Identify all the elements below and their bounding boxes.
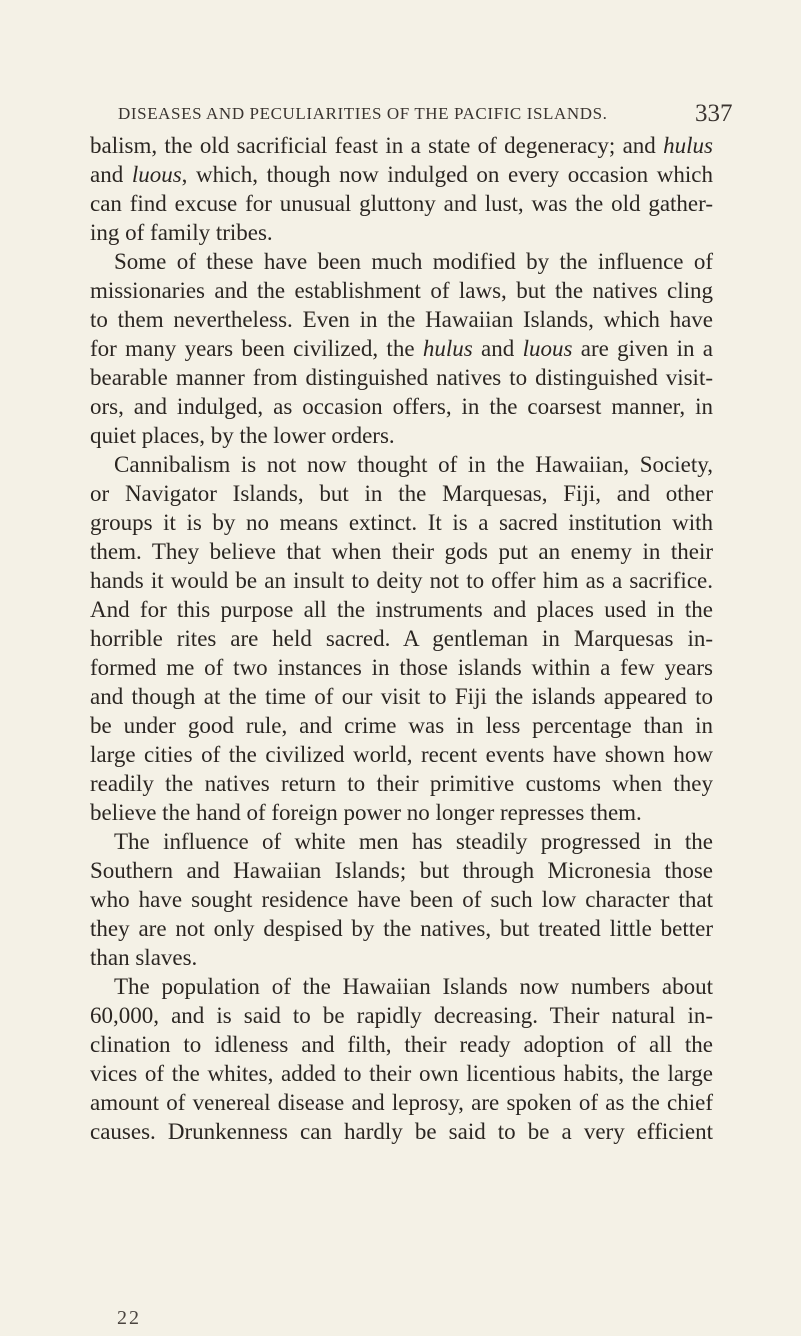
text-line: amount of venereal disease and leprosy, are spoken of as the chief (90, 1090, 713, 1115)
text-line: they are not only despised by the natives, but treated little better (90, 916, 713, 941)
text-line: ing of family tribes. (90, 220, 273, 245)
text-line: bearable manner from distinguished natives to distinguished visit- (90, 365, 713, 390)
text-line: them. They believe that when their gods put an enemy in their (90, 539, 713, 564)
text-line: hands it would be an insult to deity not to offer him as a sacrifice. (90, 568, 713, 593)
text-line: to them nevertheless. Even in the Hawaiian Islands, which have (90, 307, 713, 332)
running-title: DISEASES AND PECULIARITIES OF THE PACIFIC ISLANDS. (118, 104, 608, 123)
text-line: who have sought residence have been of such low character that (90, 887, 713, 912)
text-line: ors, and indulged, as occasion offers, in the coarsest manner, in (90, 394, 713, 419)
text-line: readily the natives return to their primitive customs when they (90, 771, 713, 796)
text-line: large cities of the civilized world, recent events have shown how (90, 742, 713, 767)
text-line: and though at the time of our visit to Fiji the islands appeared to (90, 684, 713, 709)
running-header (118, 100, 733, 127)
body-text (90, 131, 713, 1146)
page-number: 337 (695, 100, 733, 127)
text-line: The influence of white men has steadily progressed in the (114, 829, 713, 854)
text-line: Southern and Hawaiian Islands; but through Micronesia those (90, 858, 713, 883)
text-line: Cannibalism is not now thought of in the Hawaiian, Society, (114, 452, 713, 477)
text-line: be under good rule, and crime was in less percentage than in (90, 713, 713, 738)
text-line: for many years been civilized, the hulus and luous are given in a (90, 336, 713, 361)
text-line: groups it is by no means extinct. It is a sacred institution with (90, 510, 713, 535)
text-line: 60,000, and is said to be rapidly decreasing. Their natural in- (90, 1003, 713, 1028)
text-line: quiet places, by the lower orders. (90, 423, 395, 448)
text-line: horrible rites are held sacred. A gentleman in Marquesas in- (90, 626, 713, 651)
text-line: or Navigator Islands, but in the Marquesas, Fiji, and other (90, 481, 713, 506)
text-line: Some of these have been much modified by the influence of (114, 249, 713, 274)
text-line: causes. Drunkenness can hardly be said to be a very efficient (90, 1119, 713, 1144)
text-line: missionaries and the establishment of laws, but the natives cling (90, 278, 713, 303)
text-line: formed me of two instances in those islands within a few years (90, 655, 713, 680)
text-line: The population of the Hawaiian Islands now numbers about (114, 974, 713, 999)
text-line: clination to idleness and filth, their ready adoption of all the (90, 1032, 713, 1057)
text-line: than slaves. (90, 945, 198, 970)
text-line: believe the hand of foreign power no longer represses them. (90, 800, 642, 825)
text-line: and luous, which, though now indulged on every occasion which (90, 162, 713, 187)
signature-mark: 22 (117, 1307, 141, 1329)
text-line: vices of the whites, added to their own licentious habits, the large (90, 1061, 713, 1086)
text-line: And for this purpose all the instruments and places used in the (90, 597, 713, 622)
text-line: can find excuse for unusual gluttony and lust, was the old gather- (90, 191, 713, 216)
text-line: balism, the old sacrificial feast in a state of degeneracy; and hulus (90, 133, 713, 158)
